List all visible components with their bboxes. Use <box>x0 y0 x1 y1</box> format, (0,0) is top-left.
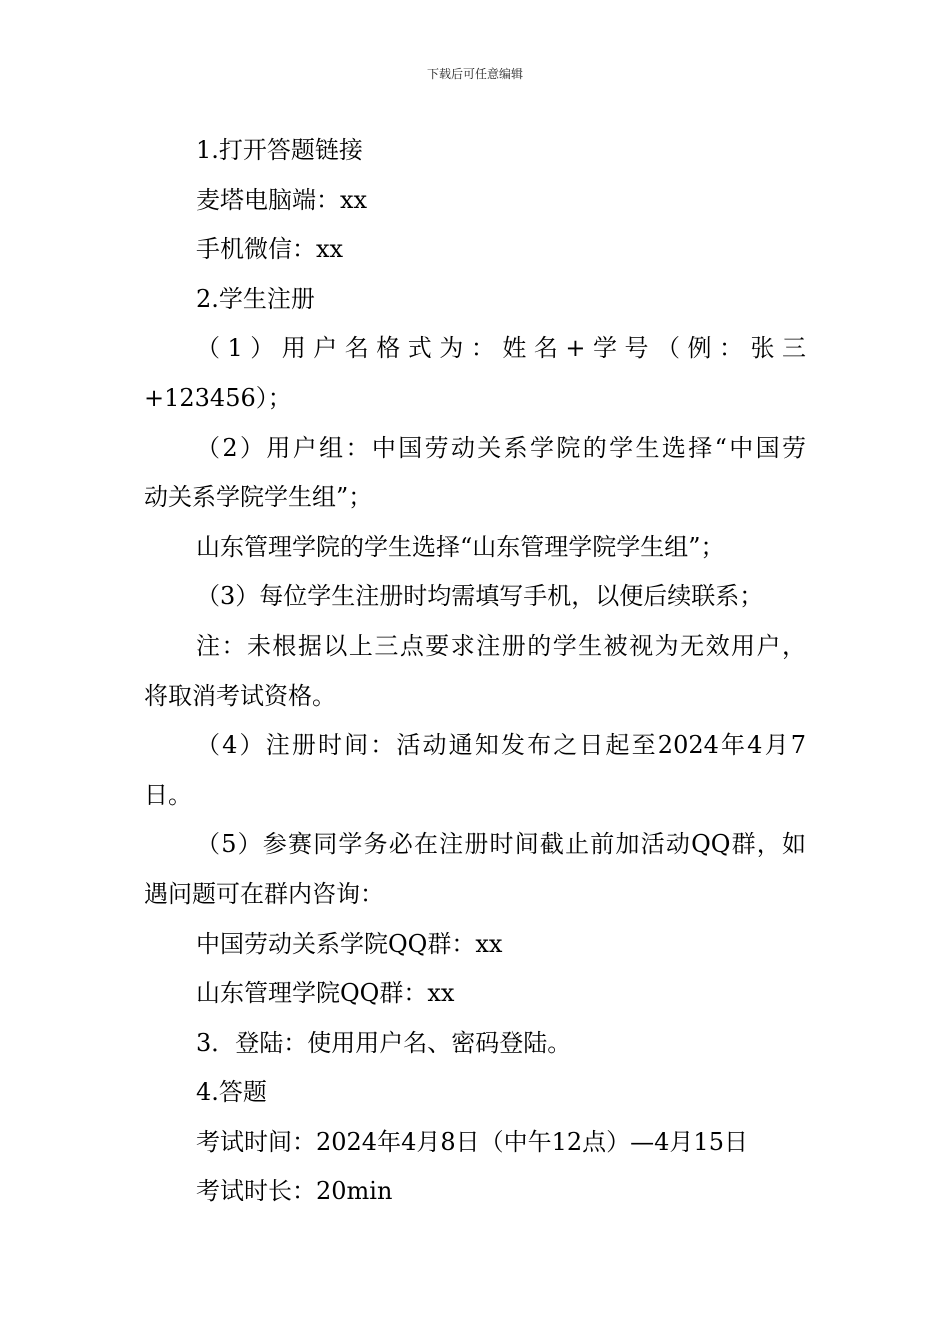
desktop-link-line: 麦塔电脑端：xx <box>196 185 368 214</box>
username-format-line-2: +123456）； <box>144 383 292 412</box>
qq-group-line-1: （5）参赛同学务必在注册时间截止前加活动QQ群，如 <box>196 830 806 859</box>
user-group-line-3: 山东管理学院的学生选择“山东管理学院学生组”； <box>196 532 725 561</box>
heading-login: 3．登陆：使用用户名、密码登陆。 <box>196 1028 572 1057</box>
exam-duration-line: 考试时长：20min <box>196 1177 393 1206</box>
note-line-2: 将取消考试资格。 <box>144 681 336 710</box>
heading-answer: 4.答题 <box>196 1078 267 1107</box>
heading-open-link: 1.打开答题链接 <box>196 136 363 164</box>
registration-time-line-1: （4）注册时间：活动通知发布之日起至2024年4月7 <box>196 731 806 760</box>
phone-requirement-line: （3）每位学生注册时均需填写手机，以便后续联系； <box>196 582 764 611</box>
exam-time-line: 考试时间：2024年4月8日（中午12点）—4月15日 <box>196 1127 748 1156</box>
user-group-line-1: （2）用户组：中国劳动关系学院的学生选择“中国劳 <box>196 433 806 462</box>
page-header: 下载后可任意编辑 <box>426 67 523 81</box>
registration-time-line-2: 日。 <box>144 780 192 809</box>
user-group-line-2: 动关系学院学生组”； <box>144 483 373 512</box>
heading-student-registration: 2.学生注册 <box>196 284 315 313</box>
username-format-line-1: （1）用户名格式为：姓名+学号（例：张三 <box>196 334 806 363</box>
note-line-1: 注：未根据以上三点要求注册的学生被视为无效用户， <box>196 631 806 660</box>
qq-group-labor-college: 中国劳动关系学院QQ群：xx <box>196 929 503 958</box>
qq-group-line-2: 遇问题可在群内咨询： <box>144 879 384 908</box>
wechat-link-line: 手机微信：xx <box>196 235 344 264</box>
qq-group-shandong-college: 山东管理学院QQ群：xx <box>196 979 455 1008</box>
document-body <box>144 126 806 1217</box>
